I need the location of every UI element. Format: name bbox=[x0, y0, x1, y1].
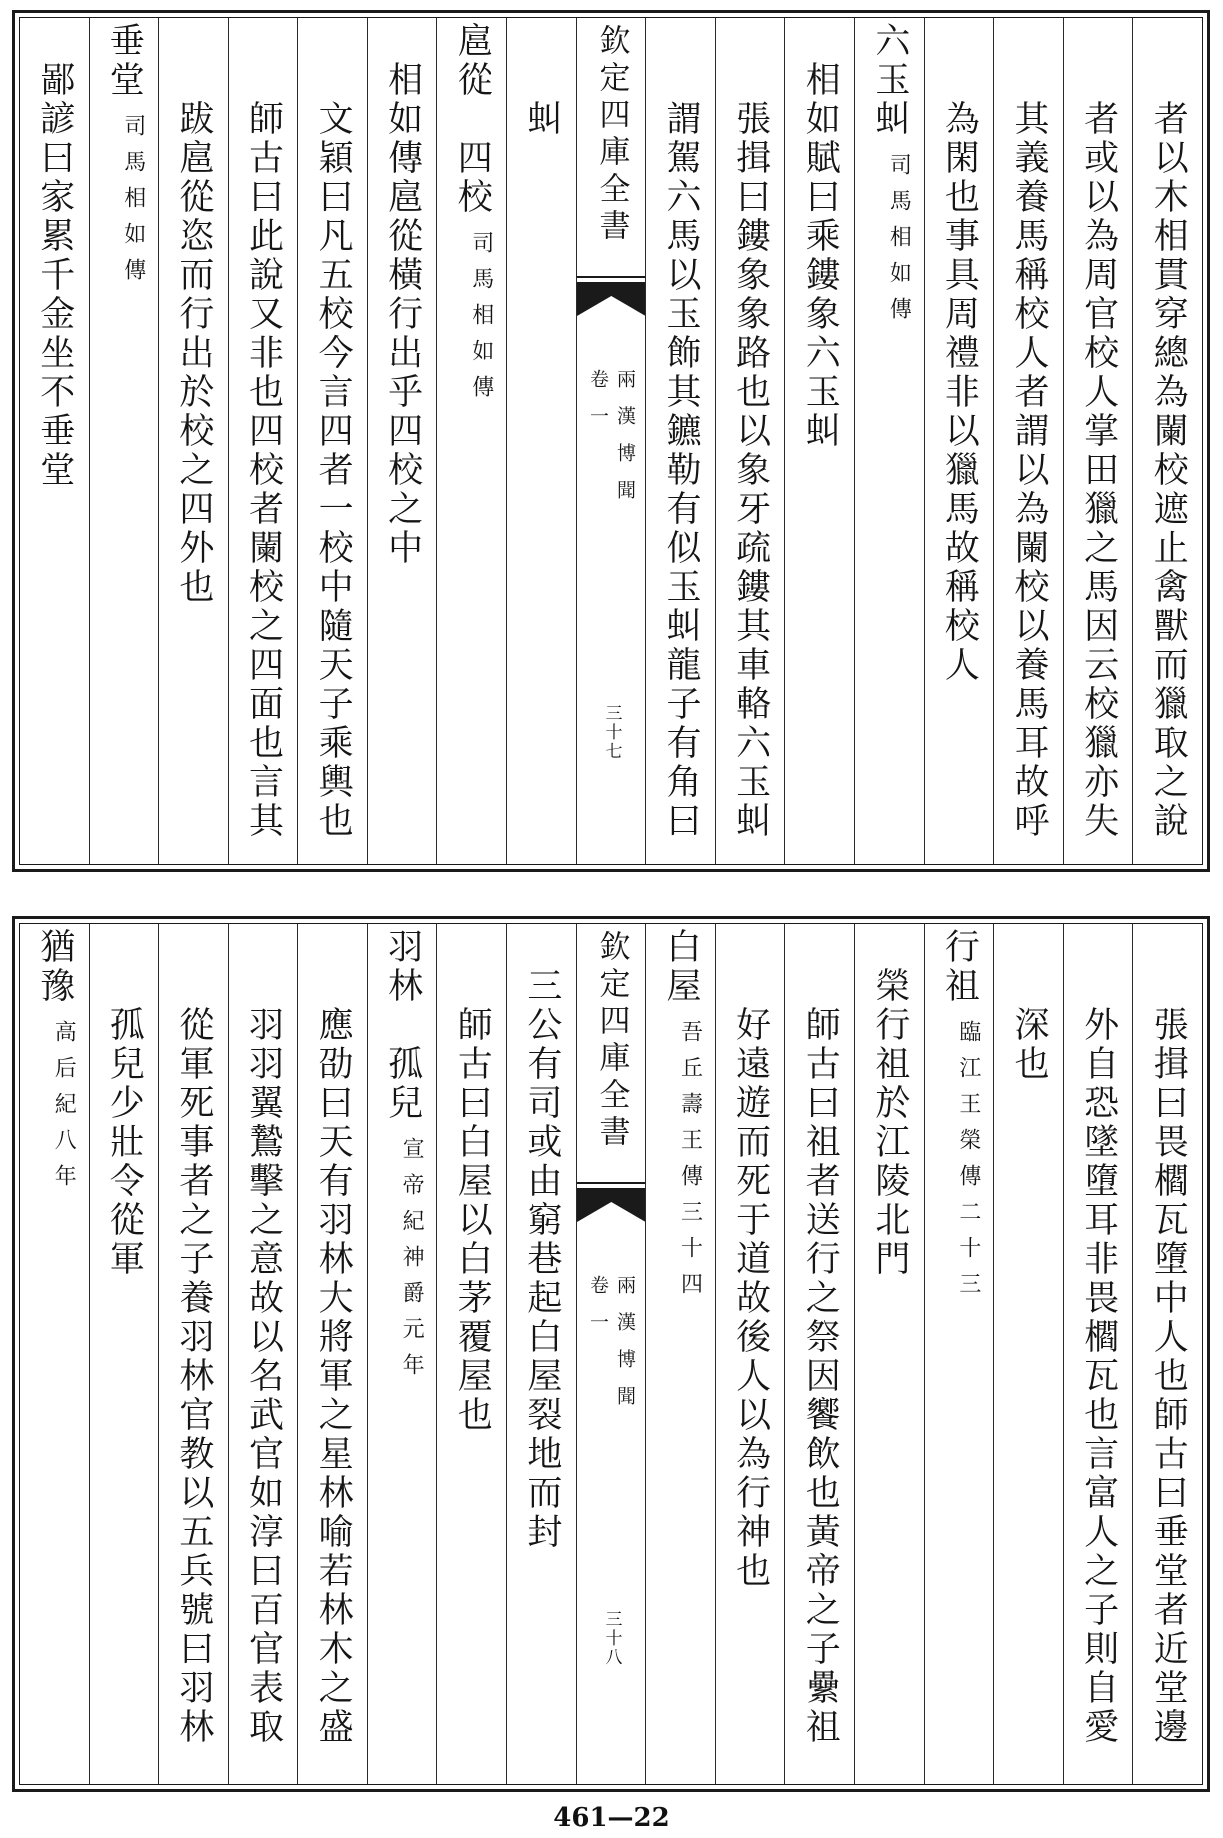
book-title: 兩漢博聞 bbox=[613, 369, 636, 517]
text-column bbox=[1133, 18, 1202, 864]
text-column bbox=[90, 924, 160, 1784]
text-column bbox=[507, 18, 577, 864]
text-column bbox=[368, 18, 438, 864]
bottom-leaf-frame bbox=[19, 923, 1203, 1785]
column-text: 相如傳扈從橫行出乎四校之中 bbox=[382, 61, 423, 568]
top-leaf-frame bbox=[19, 17, 1203, 865]
entry-heading-column bbox=[646, 924, 716, 1784]
text-column bbox=[785, 924, 855, 1784]
top-leaf bbox=[12, 10, 1210, 872]
column-text: 師古曰白屋以白茅覆屋也 bbox=[452, 1006, 493, 1435]
entry-source-note: 司馬相如傳 bbox=[886, 153, 912, 333]
text-column bbox=[994, 924, 1064, 1784]
volume-label: 卷一 bbox=[586, 1275, 609, 1349]
column-text: 跋扈從恣而行出於校之四外也 bbox=[173, 100, 214, 607]
column-text: 榮行祖於江陵北門 bbox=[869, 967, 910, 1279]
entry-heading-column bbox=[368, 924, 438, 1784]
entry-headword: 白屋 bbox=[661, 928, 702, 1006]
column-text: 好遠遊而死于道故後人以為行神也 bbox=[730, 1006, 771, 1591]
banxin-column bbox=[577, 924, 647, 1784]
column-text: 張揖曰鏤象象路也以象牙疏鏤其車輅六玉虯 bbox=[730, 100, 771, 841]
column-text: 外自恐墜墮耳非畏櫩瓦也言富人之子則自愛 bbox=[1078, 1006, 1119, 1747]
banxin-column bbox=[577, 18, 647, 864]
column-text: 孤兒少壯令從軍 bbox=[104, 1006, 145, 1279]
page-number: 461—22 bbox=[553, 1803, 670, 1833]
text-column bbox=[994, 18, 1064, 864]
text-column bbox=[716, 18, 786, 864]
column-text: 從軍死事者之子養羽林官教以五兵號曰羽林 bbox=[173, 1006, 214, 1747]
column-text: 師古曰祖者送行之祭因饗飲也黃帝之子纍祖 bbox=[800, 1006, 841, 1747]
text-column bbox=[159, 924, 229, 1784]
column-text: 者或以為周官校人掌田獵之馬因云校獵亦失 bbox=[1078, 100, 1119, 841]
column-text: 文穎曰凡五校今言四者一校中隨天子乘輿也 bbox=[313, 100, 354, 841]
text-column bbox=[925, 18, 995, 864]
entry-headword: 扈從 四校 bbox=[452, 22, 493, 217]
entry-heading-column bbox=[90, 18, 160, 864]
entry-headword: 垂堂 bbox=[104, 22, 145, 100]
entry-source-note: 臨江王榮傳二十三 bbox=[955, 1020, 981, 1308]
entry-heading-column bbox=[20, 924, 90, 1784]
column-text: 其義養馬稱校人者謂以為闌校以養馬耳故呼 bbox=[1009, 100, 1050, 841]
running-title-block bbox=[588, 369, 634, 517]
series-title: 欽定四庫全書 bbox=[593, 24, 630, 246]
folio-number: 三十八 bbox=[601, 1610, 622, 1667]
column-text: 張揖曰畏櫩瓦墮中人也師古曰垂堂者近堂邊 bbox=[1148, 1006, 1189, 1747]
text-column bbox=[1064, 18, 1134, 864]
column-text: 三公有司或由窮巷起白屋裂地而封 bbox=[521, 967, 562, 1552]
text-column bbox=[785, 18, 855, 864]
entry-headword: 六玉虯 bbox=[869, 22, 910, 139]
book-title: 兩漢博聞 bbox=[613, 1275, 636, 1423]
column-text: 虯 bbox=[521, 100, 562, 139]
fish-tail-mark bbox=[577, 276, 646, 320]
fish-tail-mark bbox=[577, 1182, 646, 1226]
entry-heading-column bbox=[437, 18, 507, 864]
column-text: 謂駕六馬以玉飾其鑣勒有似玉虯龍子有角曰 bbox=[661, 100, 702, 841]
volume-label: 卷一 bbox=[586, 369, 609, 443]
entry-headword: 行祖 bbox=[939, 928, 980, 1006]
entry-source-note: 高后紀八年 bbox=[51, 1020, 77, 1200]
bottom-leaf bbox=[12, 916, 1210, 1792]
column-text: 相如賦曰乘鏤象六玉虯 bbox=[800, 61, 841, 451]
series-title: 欽定四庫全書 bbox=[593, 930, 630, 1152]
entry-heading-column bbox=[925, 924, 995, 1784]
entry-headword: 羽林 孤兒 bbox=[382, 928, 423, 1123]
column-text: 者以木相貫穿總為闌校遮止禽獸而獵取之說 bbox=[1148, 100, 1189, 841]
text-column bbox=[716, 924, 786, 1784]
text-column bbox=[298, 18, 368, 864]
folio-number: 三十七 bbox=[601, 704, 622, 761]
column-text: 鄙諺曰家累千金坐不垂堂 bbox=[34, 61, 75, 490]
text-column bbox=[1064, 924, 1134, 1784]
text-column bbox=[855, 924, 925, 1784]
column-text: 深也 bbox=[1009, 1006, 1050, 1084]
column-text: 為閑也事具周禮非以獵馬故稱校人 bbox=[939, 100, 980, 685]
column-text: 應劭曰天有羽林大將軍之星林喻若林木之盛 bbox=[313, 1006, 354, 1747]
column-text: 師古曰此說又非也四校者闌校之四面也言其 bbox=[243, 100, 284, 841]
entry-source-note: 宣帝紀神爵元年 bbox=[399, 1137, 425, 1389]
text-column bbox=[229, 924, 299, 1784]
entry-source-note: 司馬相如傳 bbox=[120, 114, 146, 294]
text-column bbox=[437, 924, 507, 1784]
entry-source-note: 吾丘壽王傳三十四 bbox=[677, 1020, 703, 1308]
text-column bbox=[159, 18, 229, 864]
text-column bbox=[20, 18, 90, 864]
column-text: 羽羽翼鷙擊之意故以名武官如淳曰百官表取 bbox=[243, 1006, 284, 1747]
entry-source-note: 司馬相如傳 bbox=[468, 231, 494, 411]
text-column bbox=[298, 924, 368, 1784]
text-column bbox=[229, 18, 299, 864]
running-title-block bbox=[588, 1275, 634, 1423]
entry-headword: 猶豫 bbox=[34, 928, 75, 1006]
text-column bbox=[1133, 924, 1202, 1784]
text-column bbox=[507, 924, 577, 1784]
entry-heading-column bbox=[855, 18, 925, 864]
text-column bbox=[646, 18, 716, 864]
